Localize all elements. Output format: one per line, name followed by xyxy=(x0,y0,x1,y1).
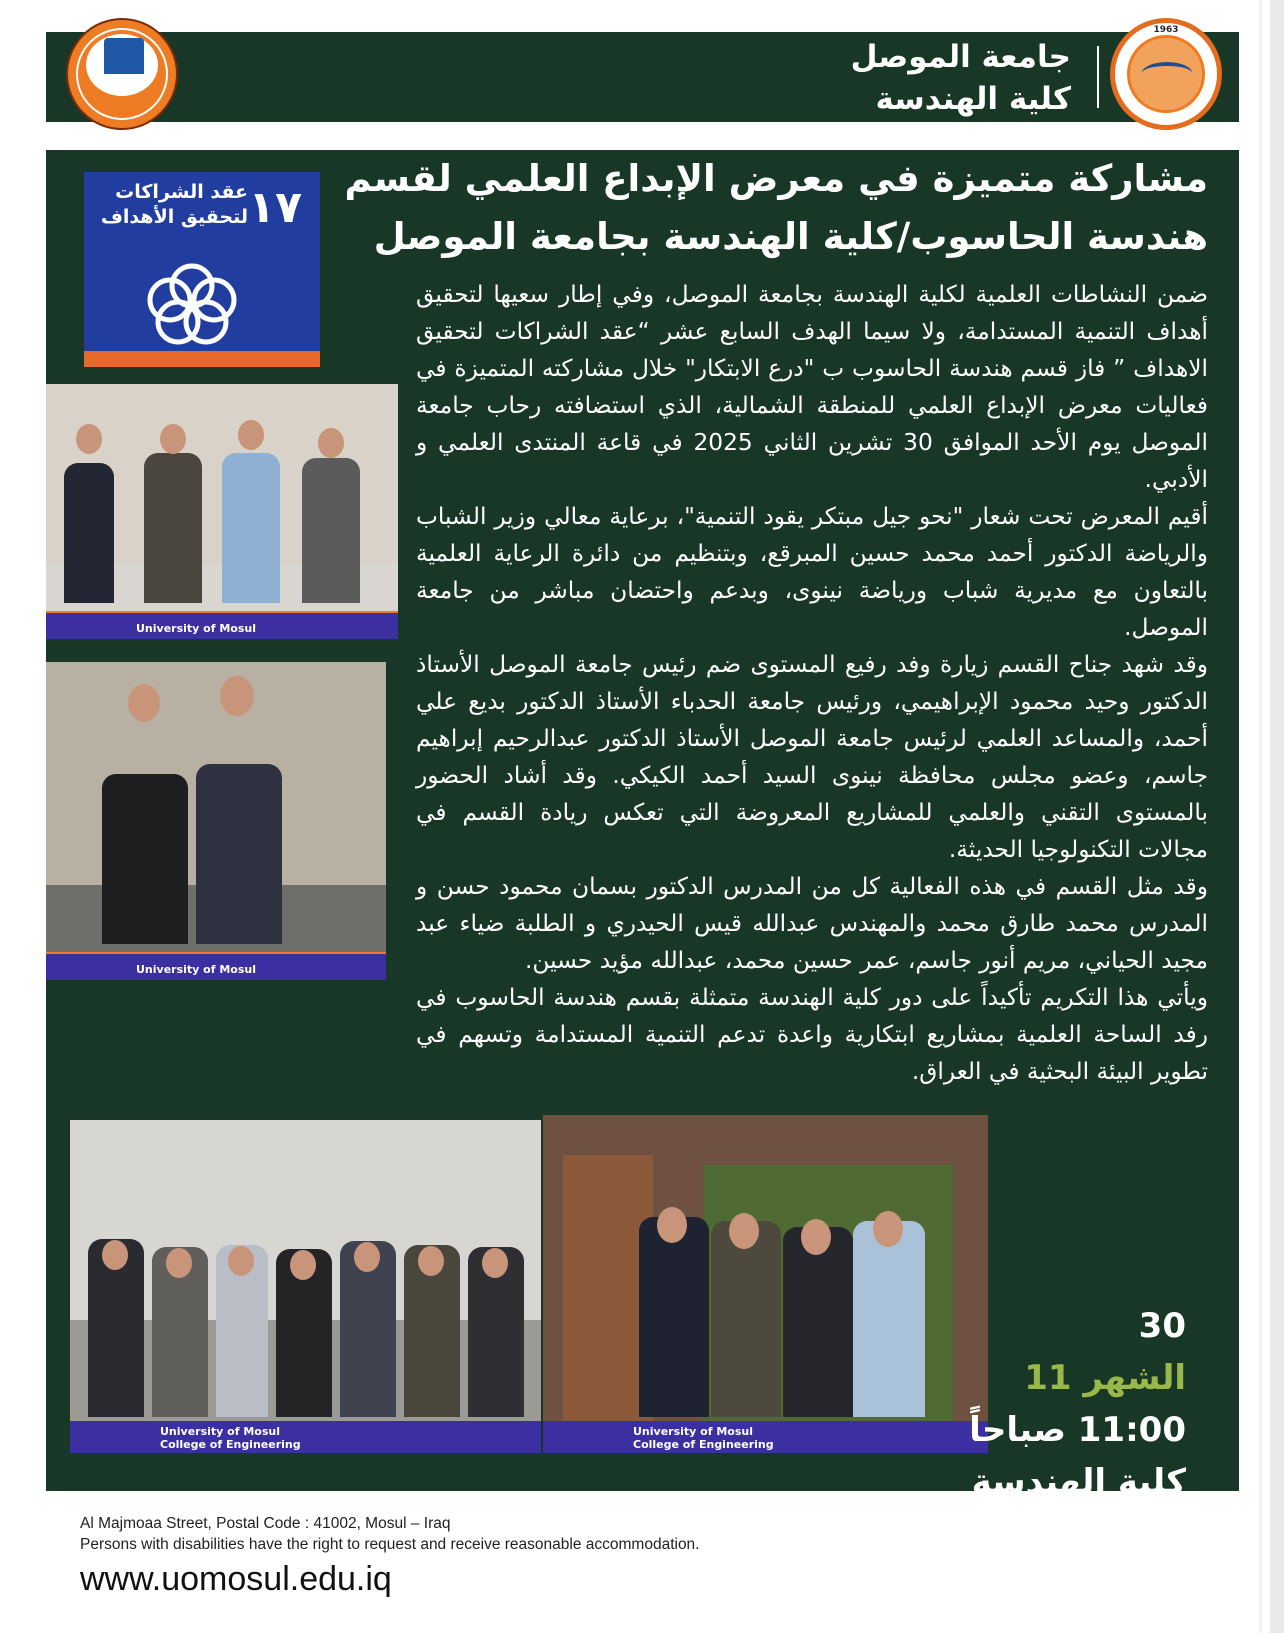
photo-person-head xyxy=(354,1242,380,1272)
college-logo-year: 1963 xyxy=(1153,25,1179,35)
university-name: جامعة الموصل xyxy=(850,39,1071,75)
article-paragraph-2: أقيم المعرض تحت شعار "نحو جيل مبتكر يقود التنمية"، برعاية معالي وزير الشباب والرياضة الدكتور أحمد محمد حسين المبرقع، وبتنظيم من دائرة الرعاية العلمية بالتعاون مع مديرية شباب ورياضة نينوى، وبدعم واحتضان مباشر من جامعة الموصل. xyxy=(416,503,1208,641)
article-title: مشاركة متميزة في معرض الإبداع العلمي لقسم هندسة الحاسوب/كلية الهندسة بجامعة الموصل xyxy=(344,157,1208,258)
sdg-card-band xyxy=(84,351,320,367)
event-day: 30 xyxy=(1138,1306,1186,1346)
photo-person-head xyxy=(482,1248,508,1278)
photo-person-head xyxy=(228,1246,254,1276)
photo-caption-line1: University of Mosul xyxy=(136,963,256,976)
header-title xyxy=(771,36,1071,120)
photo-banner xyxy=(70,1421,541,1453)
photo-caption-line2: College of Engineering xyxy=(633,1438,774,1451)
photo-person xyxy=(196,764,282,944)
exhibition-photo-2 xyxy=(46,662,386,980)
photo-person-head xyxy=(657,1207,687,1243)
college-name: كلية الهندسة xyxy=(875,81,1071,117)
photo-banner xyxy=(46,613,398,639)
photo-caption xyxy=(160,1425,301,1451)
college-logo xyxy=(1110,18,1222,130)
photo-person-head xyxy=(76,424,102,454)
photo-person xyxy=(144,453,202,603)
event-date-box xyxy=(936,1300,1186,1508)
photo-banner xyxy=(46,954,386,980)
photo-caption-line1: University of Mosul xyxy=(136,622,256,635)
event-month: الشهر 11 xyxy=(1024,1358,1186,1398)
exhibition-photo-1 xyxy=(46,384,398,639)
photo-caption-line2: College of Engineering xyxy=(160,1438,301,1451)
footer-accessibility-note: Persons with disabilities have the right to request and receive reasonable accommodation. xyxy=(80,1536,700,1553)
book-icon xyxy=(104,38,144,74)
event-place: كلية الهندسة xyxy=(971,1462,1186,1502)
photo-person xyxy=(711,1221,781,1417)
article-paragraph-4: وقد مثل القسم في هذه الفعالية كل من المدرس الدكتور بسمان محمود حسن و المدرس محمد طارق محمد والمهندس عبدالله قيس الحيدري و الطلبة ضياء عبد مجيد الحياني، مريم أنور جاسم، عمر حسين محمد، عبدالله مؤيد حسين. xyxy=(416,873,1208,974)
photo-person-head xyxy=(873,1211,903,1247)
footer-website-link[interactable]: www.uomosul.edu.iq xyxy=(80,1560,392,1598)
footer-info xyxy=(80,1513,700,1555)
photo-person xyxy=(302,458,360,603)
sdg-number: ١٧ xyxy=(248,182,302,233)
sdg17-card xyxy=(84,172,320,367)
article-paragraph-1: ضمن النشاطات العلمية لكلية الهندسة بجامعة الموصل، وفي إطار سعيها لتحقيق أهداف التنمية المستدامة، ولا سيما الهدف السابع عشر “عقد الشراكات لتحقيق الاهداف ” فاز قسم هندسة الحاسوب ب "درع الابتكار" خلال مشاركته المتميزة في فعاليات معرض الإبداع العلمي للمنطقة الشمالية، الذي استضافته رحاب جامعة الموصل يوم الأحد الموافق 30 تشرين الثاني 2025 في قاعة المنتدى العلمي و الأدبي. xyxy=(416,281,1208,493)
photo-person-head xyxy=(102,1240,128,1270)
photo-person xyxy=(783,1227,853,1417)
sdg17-flower-icon xyxy=(140,258,244,350)
page-edge-line xyxy=(1259,0,1262,1633)
article-body xyxy=(416,276,1208,1090)
photo-person-head xyxy=(729,1213,759,1249)
photo-person xyxy=(639,1217,709,1417)
college-emblem xyxy=(1127,35,1205,113)
award-photo-greenwall xyxy=(543,1115,988,1453)
photo-person-head xyxy=(160,424,186,454)
photo-person xyxy=(222,453,280,603)
photo-caption xyxy=(136,622,256,635)
photo-person-head xyxy=(166,1248,192,1278)
photo-person-head xyxy=(220,676,254,716)
photo-person-head xyxy=(418,1246,444,1276)
sdg-label: عقد الشراكات لتحقيق الأهداف xyxy=(100,181,248,228)
bridge-icon xyxy=(1142,62,1192,84)
photo-person-head xyxy=(801,1219,831,1255)
photo-person xyxy=(102,774,188,944)
photo-caption-line1: University of Mosul xyxy=(633,1425,753,1438)
photo-person-head xyxy=(238,420,264,450)
university-logo xyxy=(66,18,178,130)
header-bar xyxy=(46,32,1239,122)
photo-banner xyxy=(543,1421,988,1453)
article-paragraph-5: ويأتي هذا التكريم تأكيداً على دور كلية الهندسة متمثلة بقسم هندسة الحاسوب في رفد الساحة العلمية بمشاريع ابتكارية واعدة تدعم التنمية المستدامة وتسهم في تطوير البيئة البحثية في العراق. xyxy=(416,984,1208,1085)
photo-caption xyxy=(633,1425,774,1451)
photo-person xyxy=(64,463,114,603)
photo-caption xyxy=(136,963,256,976)
event-time: 11:00 صباحاً xyxy=(969,1410,1186,1450)
photo-caption-line1: University of Mosul xyxy=(160,1425,280,1438)
footer-address: Al Majmoaa Street, Postal Code : 41002, Mosul – Iraq xyxy=(80,1515,451,1532)
page-edge xyxy=(1270,0,1284,1633)
header-separator xyxy=(1097,46,1099,108)
photo-person-head xyxy=(128,684,160,722)
award-photo-office xyxy=(70,1120,541,1453)
photo-person-head xyxy=(318,428,344,458)
article-paragraph-3: وقد شهد جناح القسم زيارة وفد رفيع المستوى ضم رئيس جامعة الموصل الأستاذ الدكتور وحيد محمود الإبراهيمي، ورئيس جامعة الحدباء الأستاذ الدكتور بديع علي أحمد، والمساعد العلمي لرئيس جامعة الموصل الأستاذ الدكتور عبدالرحيم إبراهيم جاسم، وعضو مجلس محافظة نينوى السيد أحمد الكيكي. وقد أشاد الحضور بالمستوى التقني والعلمي للمشاريع المعروضة التي تعكس ريادة القسم في مجالات التكنولوجيا الحديثة. xyxy=(416,651,1208,863)
photo-person-head xyxy=(290,1250,316,1280)
photo-person xyxy=(853,1221,925,1417)
